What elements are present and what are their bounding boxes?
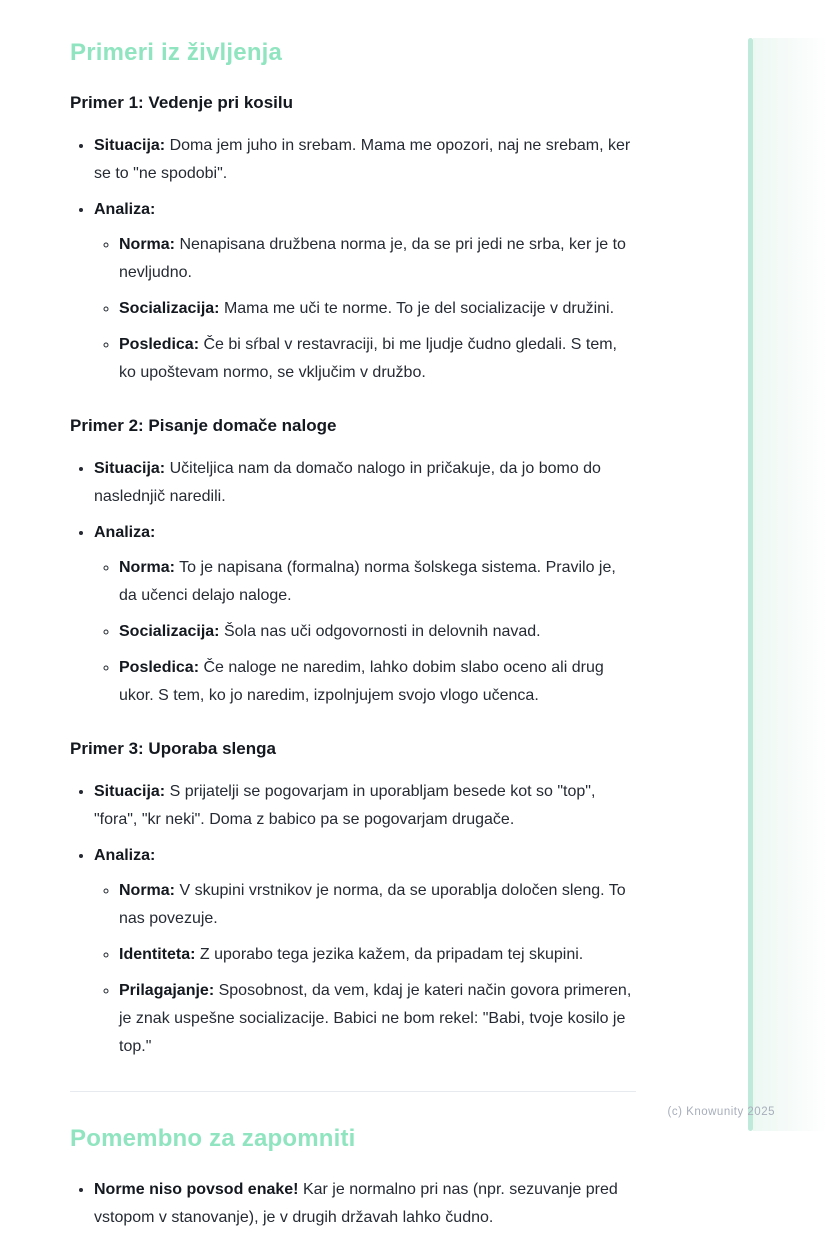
pomembno-list: [70, 1176, 636, 1232]
sub-item-norma: [119, 877, 636, 933]
example-1-list: [70, 132, 636, 387]
socializacija-text: Mama me uči te norme. To je del socializacije v družini.: [223, 300, 615, 317]
list-item-analiza: [94, 842, 636, 1061]
identiteta-label: Identiteta:: [119, 946, 196, 963]
prilagajanje-text: Sposobnost, da vem, kdaj je kateri način govora primeren, je znak uspešne socializacije. Babici ne bom rekel: "Babi, tvoje kosilo je top.": [119, 982, 632, 1055]
sub-item-identiteta: [119, 941, 636, 969]
right-accent-bar: [748, 38, 753, 1131]
socializacija-label: Socializacija:: [119, 623, 220, 640]
list-item-analiza: [94, 519, 636, 710]
list-item-situacija: [94, 778, 636, 834]
norme-note-text: Kar je normalno pri nas (npr. sezuvanje pred vstopom v stanovanje), je v drugih državah lahko čudno.: [94, 1181, 618, 1226]
example-1-section: [70, 92, 636, 387]
situacija-label: Situacija:: [94, 783, 166, 800]
section-title-primeri-iz-zivljenja: Primeri iz življenja: [70, 39, 283, 66]
list-item-norme-note: [94, 1176, 636, 1232]
example-3-heading: Primer 3: Uporaba slenga: [70, 739, 276, 758]
example-3-list: [70, 778, 636, 1061]
situacija-text: Učiteljica nam da domačo nalogo in pričakuje, da jo bomo do naslednjič naredili.: [94, 460, 601, 505]
situacija-text: S prijatelji se pogovarjam in uporabljam besede kot so "top", "fora", "kr neki". Doma z babico pa se pogovarjam drugače.: [94, 783, 596, 828]
analiza-label: Analiza:: [94, 524, 156, 541]
norme-note-label: Norme niso povsod enake!: [94, 1181, 299, 1198]
section-title-pomembno-za-zapomniti: Pomembno za zapomniti: [70, 1125, 356, 1152]
example-2-heading: Primer 2: Pisanje domače naloge: [70, 416, 337, 435]
analiza-label: Analiza:: [94, 201, 156, 218]
example-2-section: [70, 415, 636, 710]
example-3-sublist: [94, 877, 636, 1061]
situacija-label: Situacija:: [94, 137, 166, 154]
sub-item-socializacija: [119, 295, 636, 323]
situacija-label: Situacija:: [94, 460, 166, 477]
socializacija-label: Socializacija:: [119, 300, 220, 317]
identiteta-text: Z uporabo tega jezika kažem, da pripadam tej skupini.: [199, 946, 584, 963]
list-item-analiza: [94, 196, 636, 387]
norma-text: V skupini vrstnikov je norma, da se uporablja določen sleng. To nas povezuje.: [119, 882, 626, 927]
section-divider: [70, 1091, 636, 1092]
posledica-text: Če bi sŕbal v restavraciji, bi me ljudje čudno gledali. S tem, ko upoštevam normo, se vključim v družbo.: [119, 336, 617, 381]
posledica-label: Posledica:: [119, 336, 200, 353]
example-2-list: [70, 455, 636, 710]
norma-text: To je napisana (formalna) norma šolskega sistema. Pravilo je, da učenci delajo naloge.: [119, 559, 616, 604]
sub-item-prilagajanje: [119, 977, 636, 1061]
norma-text: Nenapisana družbena norma je, da se pri jedi ne srba, ker je to nevljudno.: [119, 236, 626, 281]
sub-item-socializacija: [119, 618, 636, 646]
example-1-heading: Primer 1: Vedenje pri kosilu: [70, 93, 293, 112]
sub-item-posledica: [119, 331, 636, 387]
norma-label: Norma:: [119, 236, 176, 253]
example-2-sublist: [94, 554, 636, 710]
posledica-text: Če naloge ne naredim, lahko dobim slabo oceno ali drug ukor. S tem, ko jo naredim, izpolnjujem svojo vlogo učenca.: [119, 659, 604, 704]
posledica-label: Posledica:: [119, 659, 200, 676]
example-1-sublist: [94, 231, 636, 387]
norma-label: Norma:: [119, 559, 176, 576]
analiza-label: Analiza:: [94, 847, 156, 864]
right-margin-tint: [753, 38, 828, 1131]
example-3-section: [70, 738, 636, 1061]
sub-item-norma: [119, 231, 636, 287]
norma-label: Norma:: [119, 882, 176, 899]
list-item-situacija: [94, 132, 636, 188]
prilagajanje-label: Prilagajanje:: [119, 982, 215, 999]
list-item-situacija: [94, 455, 636, 511]
document-content: [70, 38, 636, 1240]
socializacija-text: Šola nas uči odgovornosti in delovnih navad.: [223, 623, 541, 640]
situacija-text: Doma jem juho in srebam. Mama me opozori, naj ne srebam, ker se to "ne spodobi".: [94, 137, 631, 182]
sub-item-posledica: [119, 654, 636, 710]
footer-credit: (c) Knowunity 2025: [667, 1106, 775, 1118]
sub-item-norma: [119, 554, 636, 610]
